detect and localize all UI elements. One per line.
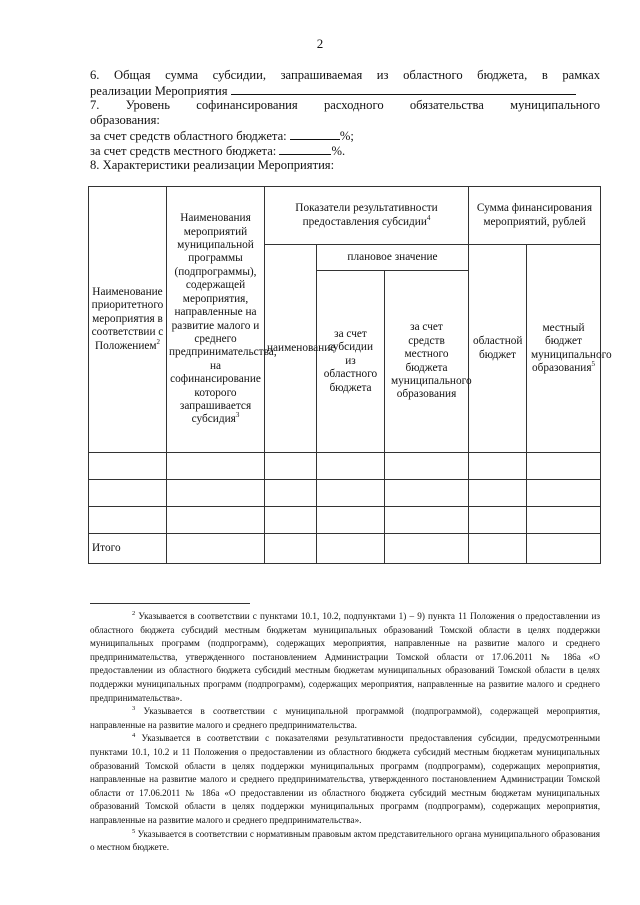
item-6-line-2 bbox=[90, 83, 600, 99]
item-7-line-2: образования: bbox=[90, 113, 160, 127]
footnote-3: $^3$ Указывается в соответствии с муниципальной программой (подпрограммой), содержащей мероприятия, направленные на развитие малого и среднего предпринимательства. bbox=[90, 705, 600, 730]
regional-share-label: за счет средств областного бюджета: bbox=[90, 129, 287, 143]
table-row bbox=[89, 507, 601, 534]
table-row bbox=[89, 480, 601, 507]
regional-share-line bbox=[90, 128, 600, 144]
total-amount-blank bbox=[231, 83, 576, 95]
characteristics-table bbox=[88, 186, 612, 564]
col-local-budget-header: местный бюджет муниципального образования$^5$ bbox=[527, 245, 601, 453]
footnote-4: $^4$ Указывается в соответствии с показателями результативности предоставления субсидии, предусмотренными пунктами 10.1, 10.2 и 11 Положения о предоставлении из областного бюджета субсидий местным бюджетам муниципальных образований Томской области в целях поддержки муниципальных программ (подпрограмм), содержащих мероприятия, направленные на развитие малого и среднего предпринимательства, утвержденного постановлением Администрации Томской области от 17.06.2011 № 186а «О предоставлении из областного бюджета субсидий местным бюджетам муниципальных образований Томской области в целях поддержки муниципальных программ (подпрограмм), содержащих мероприятия, направленные на развитие малого и среднего предпринимательства». bbox=[90, 732, 601, 825]
regional-share-blank bbox=[290, 128, 340, 140]
footnote-5: $^5$ Указывается в соответствии с нормативным правовым актом представительного органа муниципального образования о местном бюджете. bbox=[90, 827, 601, 853]
footnote-separator bbox=[90, 603, 250, 604]
col-program-measures-header: Наименования мероприятий муниципальной программы (подпрограммы), содержащей мероприятия, направленные на развитие малого и среднего предпринимательства, на софинансирование которого запрашивается субсидия$^3$ bbox=[167, 187, 265, 453]
item-8-heading: 8. Характеристики реализации Мероприятия: bbox=[90, 158, 335, 172]
item-6-line-1: 6. Общая сумма субсидии, запрашиваемая из областного бюджета, в рамках bbox=[90, 68, 600, 82]
item-6-text: реализации Мероприятия bbox=[90, 84, 228, 98]
col-subsidy-share-header: за счет субсидии из областного бюджета bbox=[317, 271, 385, 453]
col-indicator-name-header: наименование bbox=[265, 245, 317, 453]
col-priority-measure-header: Наименование приоритетного мероприятия в соответствии с Положением$^2$ bbox=[89, 187, 167, 453]
local-share-line bbox=[90, 143, 600, 159]
regional-share-unit: %; bbox=[339, 129, 354, 143]
indicators-group-header: Показатели результативности предоставления субсидии$^4$ bbox=[265, 187, 469, 245]
footnotes bbox=[90, 610, 600, 855]
planned-value-header: плановое значение bbox=[317, 245, 469, 271]
funding-group-header: Сумма финансирования мероприятий, рублей bbox=[469, 187, 601, 245]
total-row bbox=[89, 534, 601, 564]
page-number: 2 bbox=[316, 36, 324, 51]
local-share-blank bbox=[279, 143, 331, 155]
total-label: Итого bbox=[89, 534, 167, 564]
table-row bbox=[89, 453, 601, 480]
col-local-share-header: за счет средств местного бюджета муниципального образования bbox=[385, 271, 469, 453]
col-regional-budget-header: областной бюджет bbox=[469, 245, 527, 453]
local-share-label: за счет средств местного бюджета: bbox=[90, 144, 277, 158]
footnote-2: $^2$ Указывается в соответствии с пунктами 10.1, 10.2, подпунктами 1) – 9) пункта 11 Положения о предоставлении из областного бюджета субсидий местным бюджетам муниципальных образований Томской области в целях поддержки муниципальных программ (подпрограмм), содержащих мероприятия, направленные на развитие малого и среднего предпринимательства, утвержденного постановлением Администрации Томской области от 17.06.2011 № 186а «О предоставлении из областного бюджета субсидий местным бюджетам муниципальных образований Томской области в целях поддержки муниципальных программ (подпрограмм), содержащих мероприятия, направленные на развитие малого и среднего предпринимательства». bbox=[90, 609, 601, 703]
item-7-line-1: 7. Уровень софинансирования расходного обязательства муниципального bbox=[90, 98, 600, 112]
local-share-unit: %. bbox=[331, 144, 346, 158]
